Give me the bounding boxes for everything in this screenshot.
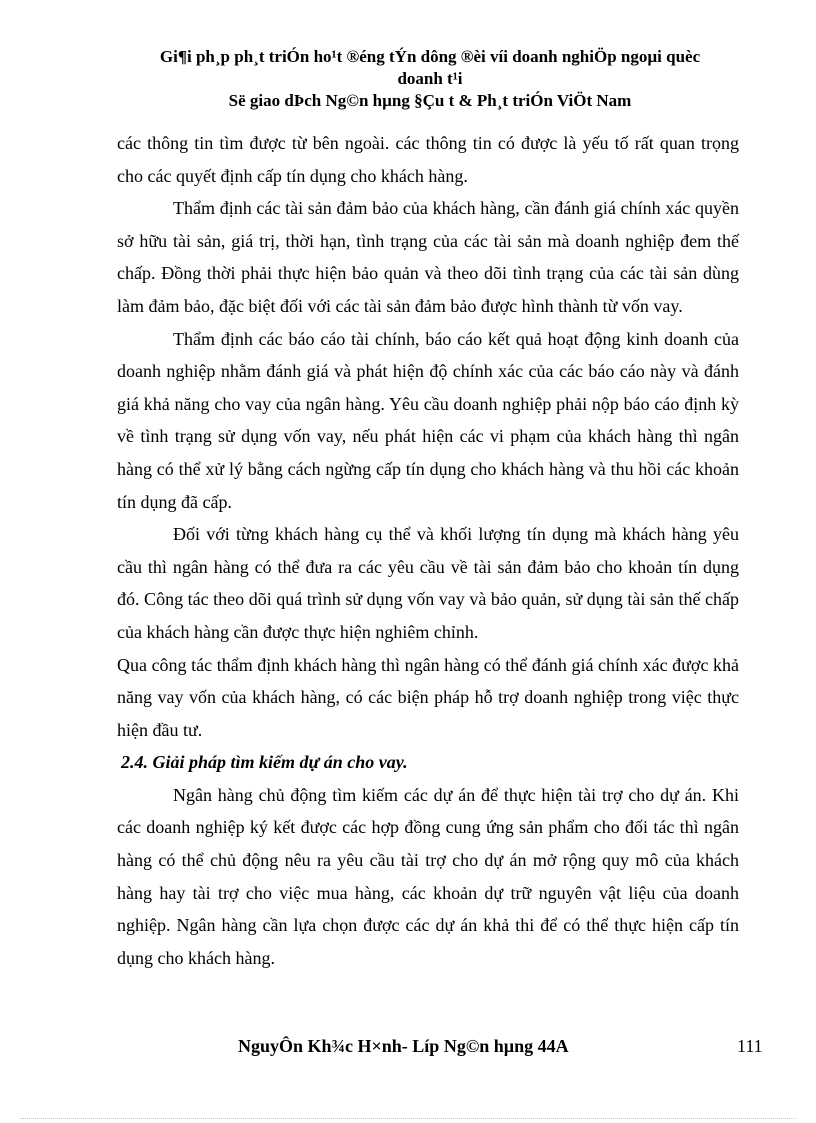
paragraph-5: Qua công tác thẩm định khách hàng thì ngân hàng có thể đánh giá chính xác được khả năng vay vốn của khách hàng, có các biện pháp hỗ trợ doanh nghiệp trong việc thực hiện đầu tư.	[117, 654, 739, 740]
bottom-divider	[20, 1118, 796, 1119]
section-heading: 2.4. Giải pháp tìm kiếm dự án cho vay.	[121, 752, 408, 773]
header-title-line-3: Së giao dÞch Ng©n hµng §Çu t & Ph¸t triÓn ViÖt Nam	[228, 91, 632, 110]
paragraph-1: các thông tin tìm được từ bên ngoài. các thông tin có được là yếu tố rất quan trọng cho các quyết định cấp tín dụng cho khách hàng.	[117, 133, 739, 186]
page-number: 111	[737, 1036, 763, 1056]
header-title-line-2: doanh t¹i	[397, 69, 463, 88]
body-text-top	[117, 127, 739, 974]
paragraph-3: Thẩm định các báo cáo tài chính, báo cáo kết quả hoạt động kinh doanh của doanh nghiệp nhằm đánh giá và phát hiện độ chính xác của các báo cáo này và đánh giá khả năng cho vay của ngân hàng. Yêu cầu doanh nghiệp phải nộp báo cáo định kỳ về tình trạng sử dụng vốn vay, nếu phát hiện các vi phạm của khách hàng thì ngân hàng có thể xử lý bằng cách ngừng cấp tín dụng cho khách hàng và thu hồi các khoản tín dụng đã cấp.	[117, 328, 739, 512]
paragraph-4: Đối với từng khách hàng cụ thể và khối lượng tín dụng mà khách hàng yêu cầu thì ngân hàng có thể đưa ra các yêu cầu về tài sản đảm bảo cho khoản tín dụng đó. Công tác theo dõi quá trình sử dụng vốn vay và bảo quản, sử dụng tài sản thế chấp của khách hàng cần được thực hiện nghiêm chỉnh.	[117, 524, 739, 642]
paragraph-2: Thẩm định các tài sản đảm bảo của khách hàng, cần đánh giá chính xác quyền sở hữu tài sản, giá trị, thời hạn, tình trạng của các tài sản mà doanh nghiệp đem thế chấp. Đồng thời phải thực hiện bảo quản và theo dõi tình trạng của các tài sản dùng làm đảm bảo, đặc biệt đối với các tài sản đảm bảo được hình thành từ vốn vay.	[117, 198, 739, 316]
footer-author: NguyÔn Kh¾c H×nh- Líp Ng©n hµng 44A	[238, 1036, 569, 1056]
header-title-line-1: Gi¶i ph¸p ph¸t triÓn ho¹t ®éng tÝn dông ®èi víi doanh nghiÖp ngoµi quèc	[159, 47, 701, 66]
paragraph-6: Ngân hàng chủ động tìm kiếm các dự án để thực hiện tài trợ cho dự án. Khi các doanh nghiệp ký kết được các hợp đồng cung ứng sản phẩm cho đối tác thì ngân hàng có thể chủ động nêu ra yêu cầu tài trợ cho dự án mở rộng quy mô của khách hàng hay tài trợ cho việc mua hàng, các khoản dự trữ nguyên vật liệu của doanh nghiệp. Ngân hàng cần lựa chọn được các dự án khả thi để có thể thực hiện cấp tín dụng cho khách hàng.	[117, 784, 739, 968]
